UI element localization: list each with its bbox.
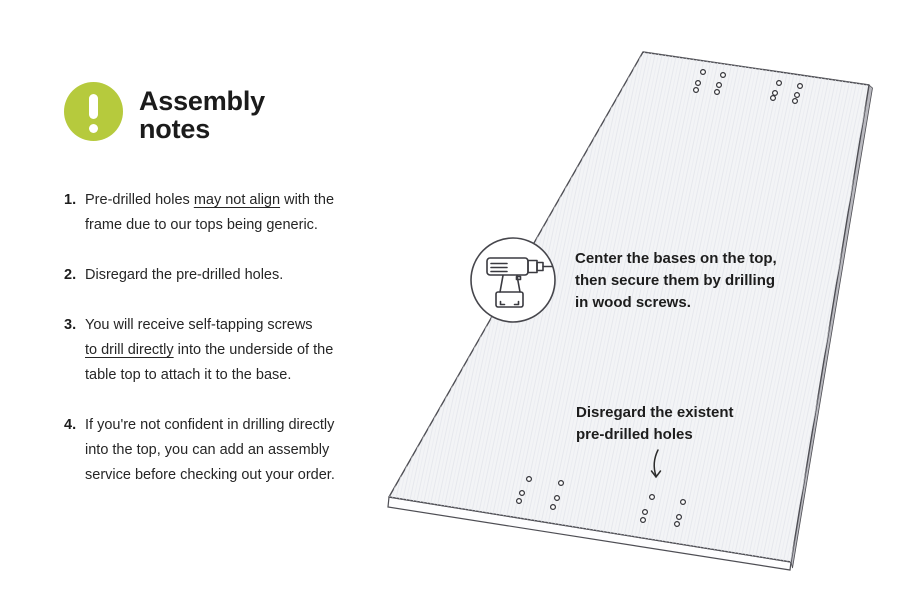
note-line (85, 463, 335, 488)
note-text: frame due to our tops being generic. (85, 217, 318, 233)
note-line (85, 338, 333, 363)
alert-badge (64, 82, 123, 141)
note-text: service before checking out your order. (85, 467, 335, 483)
note-text-underlined: may not align (193, 192, 281, 208)
page-title (139, 87, 265, 143)
note-text: Pre-drilled holes (85, 192, 194, 208)
note-line (85, 438, 335, 463)
note-line (85, 188, 334, 213)
note-item-1 (64, 188, 334, 238)
drill-callout-text (575, 248, 777, 314)
note-text: Disregard the pre-drilled holes. (85, 267, 284, 283)
holes-callout-text (576, 402, 734, 446)
note-text: table top to attach it to the base. (85, 367, 292, 383)
note-item-4 (64, 413, 335, 488)
callout-line: pre-drilled holes (576, 426, 693, 443)
note-item-2 (64, 263, 283, 288)
note-line (85, 213, 334, 238)
note-item-3 (64, 313, 333, 388)
note-line (85, 263, 283, 288)
note-text: with the (280, 192, 335, 208)
note-number: 4. (64, 417, 77, 433)
title-line-2: notes (139, 114, 211, 144)
title-line-1: Assembly (139, 86, 265, 116)
note-number: 3. (64, 317, 77, 333)
note-text: into the underside of the (173, 342, 334, 358)
callout-line: in wood screws. (575, 294, 691, 311)
callout-line: Center the bases on the top, (575, 250, 777, 267)
note-line (85, 363, 333, 388)
note-number: 2. (64, 267, 77, 283)
note-number: 1. (64, 192, 77, 208)
callout-line: then secure them by drilling (575, 272, 776, 289)
callout-line: Disregard the existent (576, 404, 734, 421)
note-text: If you're not confident in drilling directly (85, 417, 335, 433)
drill-badge (471, 238, 555, 322)
note-text: into the top, you can add an assembly (85, 442, 330, 458)
note-line (85, 313, 333, 338)
note-text: You will receive self-tapping screws (85, 317, 313, 333)
note-line (85, 413, 335, 438)
note-text-underlined: to drill directly (85, 342, 174, 358)
